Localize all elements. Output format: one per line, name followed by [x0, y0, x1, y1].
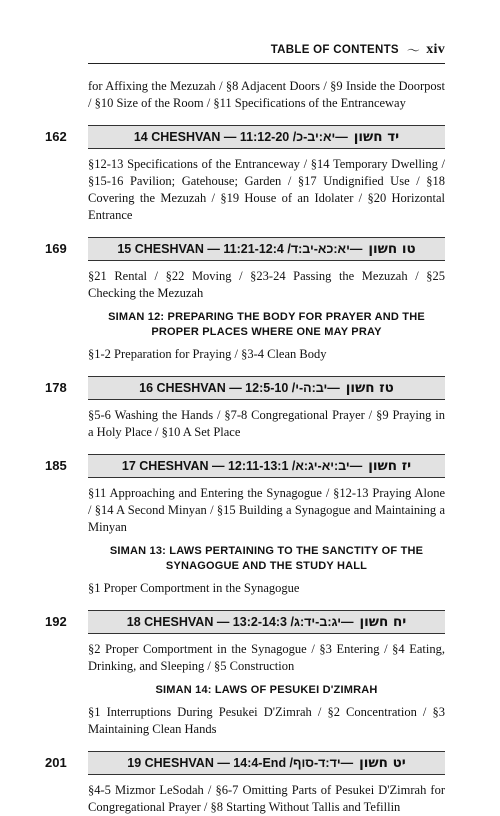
section-list-paragraph: §1 Interruptions During Pesukei D'Zimrah / §2 Concentration / §3 Maintaining Clean Hands — [88, 705, 445, 736]
day-heading-english: 17 CHESHVAN — 12:11-13:1 / — [121, 459, 296, 473]
day-heading-band — [88, 125, 445, 149]
day-heading-band — [88, 376, 445, 400]
day-heading-english: 14 CHESHVAN — 11:12-20 / — [133, 130, 297, 144]
section-list-paragraph: §4-5 Mizmor LeSodah / §6-7 Omitting Parts of Pesukei D'Zimrah for Congregational Prayer / §8 Starting Without Tallis and Tefillin — [88, 783, 445, 814]
entries-list — [45, 125, 445, 816]
day-heading-row — [45, 454, 445, 476]
page-number: 185 — [45, 458, 67, 473]
ornament-icon: 〜 — [406, 43, 421, 58]
day-heading-dash: — — [341, 615, 354, 629]
day-heading-hebrew-date: יח חשון — [359, 614, 407, 630]
day-heading-row — [45, 751, 445, 773]
section-list-paragraph: §1 Proper Comportment in the Synagogue — [88, 581, 300, 595]
running-title: TABLE OF CONTENTS — [270, 43, 399, 56]
day-heading-hebrew-ref: יג:ב-יד:ג — [293, 615, 341, 629]
intro-paragraph: for Affixing the Mezuzah / §8 Adjacent Doors / §9 Inside the Doorpost / §10 Size of the Room / §11 Specifications of the Entranceway — [88, 79, 445, 110]
page-number: 192 — [45, 614, 67, 629]
day-heading-hebrew-ref: יב:ה-י — [295, 381, 328, 395]
section-list-paragraph: §5-6 Washing the Hands / §7-8 Congregational Prayer / §9 Praying in a Holy Place / §10 A Set Place — [88, 408, 445, 439]
siman-heading: SIMAN 12: PREPARING THE BODY FOR PRAYER AND THE PROPER PLACES WHERE ONE MAY PRAY — [108, 311, 425, 338]
day-heading-row — [45, 125, 445, 147]
header-rule — [88, 63, 445, 64]
day-heading-hebrew-date: יז חשון — [368, 458, 412, 474]
running-head — [88, 40, 445, 59]
day-heading-band — [88, 454, 445, 478]
siman-heading: SIMAN 13: LAWS PERTAINING TO THE SANCTITY OF THE SYNAGOGUE AND THE STUDY HALL — [109, 545, 424, 572]
day-heading-hebrew-date: טו חשון — [368, 241, 416, 257]
page-number: 178 — [45, 380, 67, 395]
day-heading-hebrew-date: טז חשון — [345, 380, 394, 396]
day-heading-row — [45, 610, 445, 632]
section-list-paragraph: §2 Proper Comportment in the Synagogue / §3 Entering / §4 Eating, Drinking, and Sleeping / §5 Construction — [88, 642, 445, 673]
day-heading-hebrew-date: יד חשון — [353, 129, 400, 145]
day-heading-dash: — — [349, 242, 363, 256]
siman-heading: SIMAN 14: LAWS OF PESUKEI D'ZIMRAH — [155, 684, 378, 696]
section-list-paragraph: §12-13 Specifications of the Entranceway / §14 Temporary Dwelling / §15-16 Pavilion; Gatehouse; Garden / §17 Undignified Use / §18 Covering the Mezuzah / §19 House of an Idolater / §20 Horizontal Entrance — [88, 157, 445, 222]
day-heading-row — [45, 237, 445, 259]
page-number: 201 — [45, 755, 67, 770]
page-number: 169 — [45, 241, 67, 256]
section-list-paragraph: §11 Approaching and Entering the Synagogue / §12-13 Praying Alone / §14 A Second Minyan / §15 Building a Synagogue and Maintaining a Minyan — [88, 486, 445, 534]
section-list-paragraph: §21 Rental / §22 Moving / §23-24 Passing the Mezuzah / §25 Checking the Mezuzah — [88, 269, 445, 300]
day-heading-hebrew-ref: יא:כא-יב:ד — [290, 242, 350, 256]
section-list-paragraph: §1-2 Preparation for Praying / §3-4 Clean Body — [88, 347, 327, 361]
page-folio: xiv — [426, 41, 445, 57]
day-heading-row — [45, 376, 445, 398]
day-heading-english: 18 CHESHVAN — 13:2-14:3 / — [126, 615, 294, 629]
day-heading-hebrew-ref: יד:ד-סוף — [293, 756, 341, 770]
day-heading-band — [88, 237, 445, 261]
day-heading-english: 16 CHESHVAN — 12:5-10 / — [139, 381, 296, 395]
day-heading-hebrew-ref: יא:יב-כ — [296, 130, 336, 144]
day-heading-dash: — — [327, 381, 340, 395]
day-heading-dash: — — [340, 756, 354, 770]
day-heading-english: 19 CHESHVAN — 14:4-End / — [127, 756, 294, 770]
day-heading-hebrew-date: יט חשון — [359, 755, 406, 771]
toc-content — [45, 78, 445, 816]
page-number: 162 — [45, 129, 67, 144]
day-heading-band — [88, 610, 445, 634]
day-heading-dash: — — [335, 130, 348, 144]
day-heading-hebrew-ref: יב:יא-יג:א — [295, 459, 350, 473]
day-heading-english: 15 CHESHVAN — 11:21-12:4 / — [117, 242, 291, 256]
day-heading-band — [88, 751, 445, 775]
day-heading-dash: — — [349, 459, 363, 473]
